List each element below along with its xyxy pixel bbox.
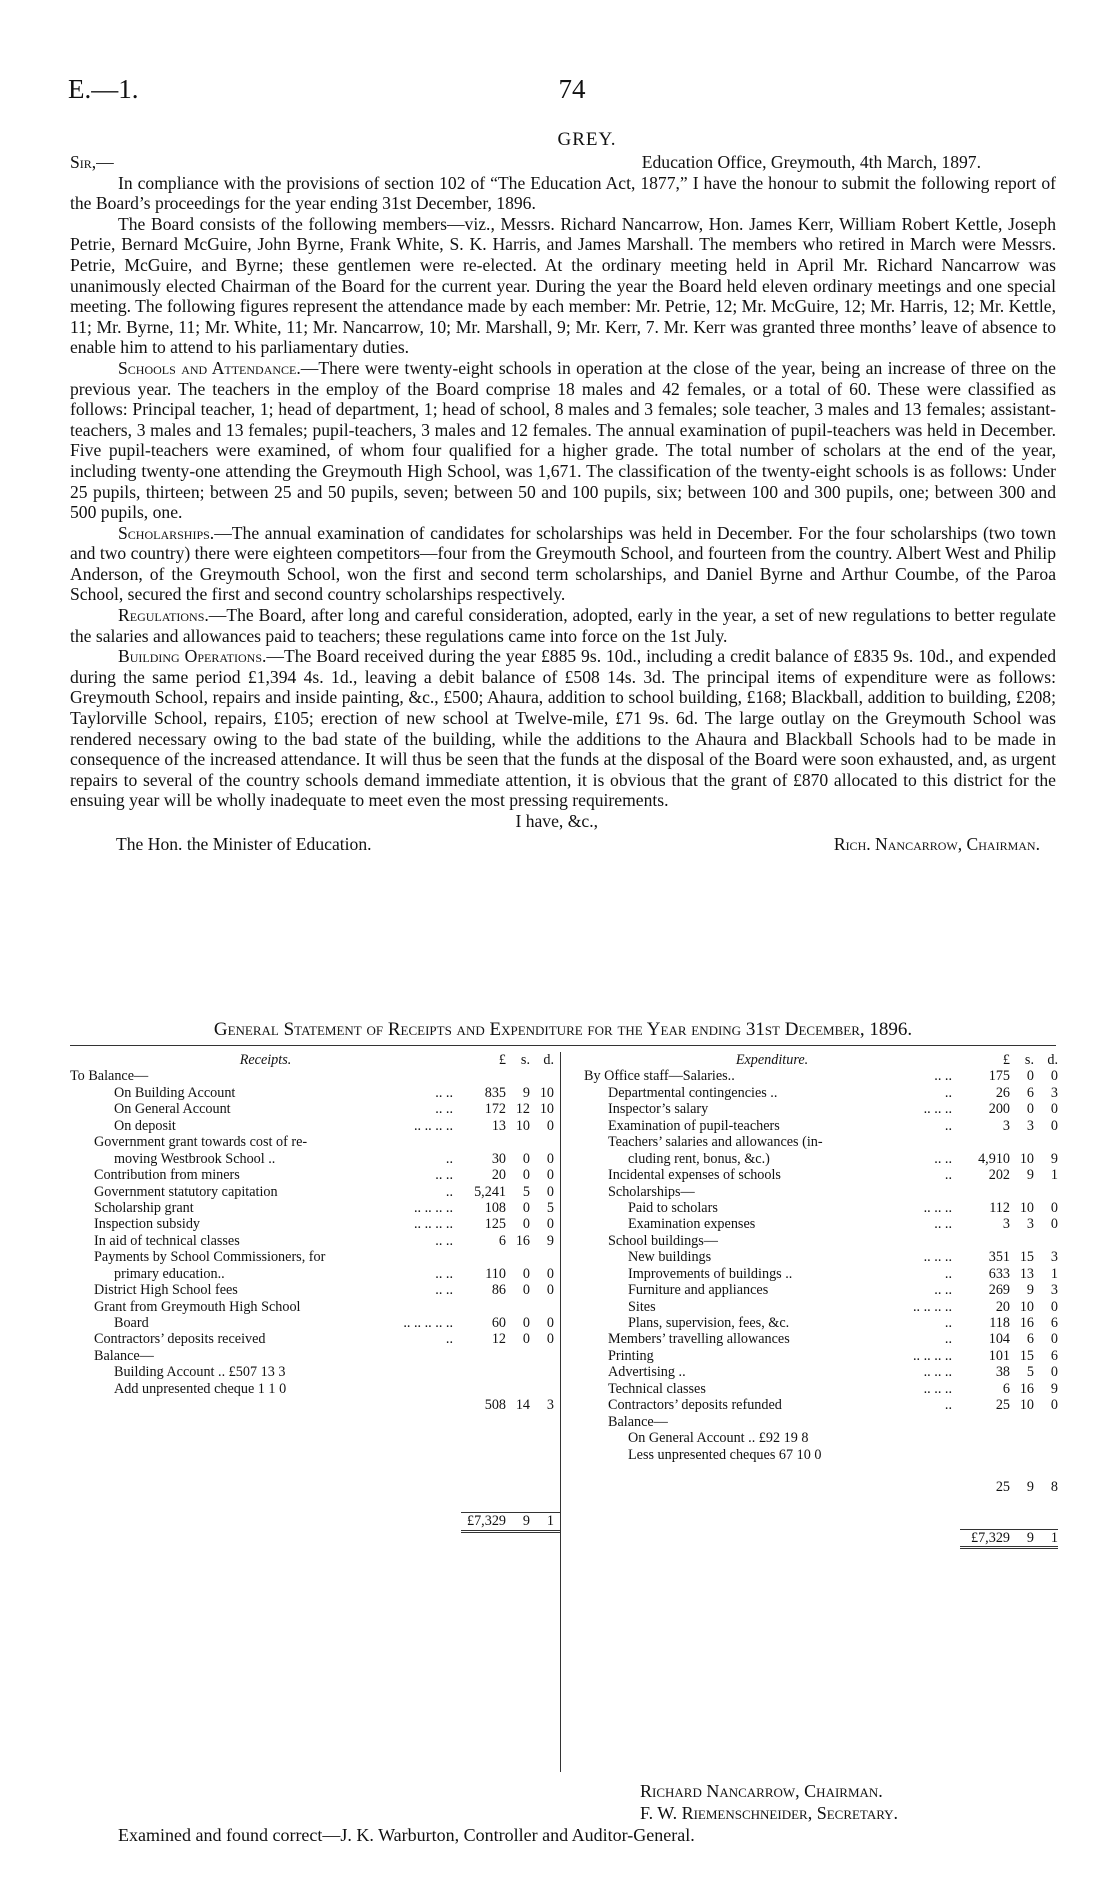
- shillings-cell: 10: [1019, 1397, 1034, 1414]
- pence-cell: 10: [539, 1084, 554, 1101]
- receipts-label: Board: [114, 1315, 149, 1331]
- shillings-cell: 9: [1026, 1479, 1034, 1496]
- leader-dots: .. ..: [435, 1084, 453, 1101]
- expenditure-row: [584, 1233, 1058, 1249]
- leader-dots: .. ..: [435, 1167, 453, 1184]
- total-pounds: £7,329: [970, 1529, 1010, 1546]
- leader-dots: ..: [944, 1331, 952, 1348]
- addressee: The Hon. the Minister of Education.: [116, 833, 372, 854]
- pounds-cell: 60: [491, 1315, 506, 1331]
- receipts-row: [70, 1315, 560, 1331]
- pounds-cell: 3: [1002, 1216, 1010, 1233]
- pounds-cell: 30: [491, 1150, 506, 1167]
- pence-cell: 3: [1050, 1249, 1058, 1266]
- expenditure-label: Improvements of buildings ..: [628, 1265, 793, 1282]
- total-shillings: 9: [522, 1513, 530, 1530]
- shillings-cell: 0: [522, 1331, 530, 1348]
- pounds-cell: 835: [484, 1084, 506, 1101]
- shillings-cell: 6: [1026, 1331, 1034, 1348]
- expenditure-row: [584, 1397, 1058, 1413]
- paragraph-intro: In compliance with the provisions of section 102 of “The Education Act, 1877,” I have the honour to submit the following report of the Board’s proceedings for the year ending 31st December, 1896.: [70, 172, 1056, 214]
- receipts-row: [70, 1299, 560, 1315]
- auditor-note: Examined and found correct—J. K. Warburton, Controller and Auditor-General.: [118, 1825, 695, 1845]
- receipts-row: [70, 1331, 560, 1347]
- pence-cell: 8: [1050, 1479, 1058, 1496]
- expenditure-label: Incidental expenses of schools: [608, 1167, 781, 1184]
- expenditure-label: cluding rent, bonus, &c.): [628, 1150, 770, 1167]
- letter-signoff: [70, 834, 1056, 855]
- pounds-cell: 508: [484, 1397, 506, 1414]
- heading-scholarships: Scholarships.: [118, 522, 215, 543]
- pence-cell: 0: [1050, 1397, 1058, 1414]
- pounds-cell: 38: [995, 1364, 1010, 1381]
- receipts-label: Government statutory capitation: [94, 1183, 278, 1200]
- expenditure-row: [584, 1348, 1058, 1364]
- statement-top-rule: [70, 1045, 1056, 1046]
- expenditure-row: [584, 1085, 1058, 1101]
- shillings-cell: 13: [1019, 1265, 1034, 1282]
- pence-cell: 0: [1050, 1216, 1058, 1233]
- leader-dots: .. ..: [435, 1282, 453, 1299]
- expenditure-row: [584, 1167, 1058, 1183]
- leader-dots: ..: [445, 1183, 453, 1200]
- receipts-label: Contractors’ deposits received: [94, 1331, 266, 1348]
- shillings-cell: 10: [1019, 1199, 1034, 1216]
- shillings-cell: 0: [522, 1199, 530, 1216]
- expenditure-row: [584, 1118, 1058, 1134]
- text-regulations: —The Board, after long and careful consideration, adopted, early in the year, a set of new regulations to better regulate the salaries and allowances paid to teachers; these regulations came into force on the 1st July.: [70, 605, 1056, 646]
- page-number: 74: [558, 74, 586, 104]
- expenditure-label: Members’ travelling allowances: [608, 1331, 790, 1348]
- letter-body: [70, 152, 1056, 854]
- total-shillings: 9: [1026, 1529, 1034, 1546]
- expenditure-label: Less unpresented cheques 67 10 0: [628, 1446, 822, 1463]
- paragraph-board: The Board consists of the following members—viz., Messrs. Richard Nancarrow, Hon. James Kerr, William Robert Kettle, Joseph Petrie, Bernard McGuire, John Byrne, Frank White, S. K. Harris, and James Marshall. The members who retired in March were Messrs. Petrie, McGuire, and Byrne; these gentlemen were re-elected. At the ordinary meeting held in April Mr. Richard Nancarrow was unanimously elected Chairman of the Board for the current year. During the year the Board held eleven ordinary meetings and one special meeting. The following figures represent the attendance made by each member: Mr. Petrie, 12; Mr. McGuire, 12; Mr. Harris, 12; Mr. Kettle, 11; Mr. Byrne, 11; Mr. White, 11; Mr. Nancarrow, 10; Mr. Marshall, 9; Mr. Kerr, 7. Mr. Kerr was granted three months’ leave of absence to enable him to attend to his parliamentary duties.: [70, 213, 1056, 358]
- pounds-cell: 4,910: [978, 1150, 1010, 1167]
- expenditure-row: [584, 1463, 1058, 1479]
- receipts-label: On General Account: [114, 1101, 231, 1118]
- pence-cell: 0: [1050, 1199, 1058, 1216]
- shillings-cell: 0: [522, 1265, 530, 1282]
- pounds-cell: 110: [485, 1265, 506, 1282]
- pence-cell: 9: [546, 1232, 554, 1249]
- expenditure-row: [584, 1414, 1058, 1430]
- pence-cell: 3: [1050, 1282, 1058, 1299]
- expenditure-row: [584, 1364, 1058, 1380]
- leader-dots: .. ..: [934, 1068, 952, 1085]
- receipts-row: [70, 1134, 560, 1150]
- pounds-cell: 175: [988, 1068, 1010, 1085]
- receipts-table: [70, 1052, 560, 1529]
- leader-dots: .. .. ..: [923, 1380, 952, 1397]
- expenditure-row: [584, 1101, 1058, 1117]
- receipts-row: [70, 1101, 560, 1117]
- pounds-cell: 200: [988, 1101, 1010, 1118]
- expenditure-label: Departmental contingencies ..: [608, 1084, 778, 1101]
- expenditure-row: [584, 1266, 1058, 1282]
- leader-dots: .. .. .. ..: [413, 1199, 453, 1216]
- pounds-cell: 118: [989, 1315, 1010, 1331]
- expenditure-row: [584, 1331, 1058, 1347]
- pence-cell: 3: [546, 1397, 554, 1414]
- pounds-cell: 86: [491, 1282, 506, 1299]
- expenditure-header-row: [584, 1052, 1058, 1068]
- receipts-row: [70, 1348, 560, 1364]
- expenditure-row: [584, 1447, 1058, 1463]
- pence-cell: 0: [1050, 1117, 1058, 1134]
- expenditure-row: [584, 1430, 1058, 1446]
- pounds-cell: 5,241: [474, 1183, 506, 1200]
- leader-dots: ..: [445, 1150, 453, 1167]
- leader-dots: .. .. .. ..: [912, 1298, 952, 1315]
- statement-title: General Statement of Receipts and Expenditure for the Year ending 31st December, 1896.: [213, 1019, 913, 1040]
- shillings-cell: 0: [522, 1282, 530, 1299]
- report-reference: E.—1.: [68, 74, 139, 104]
- shillings-cell: 3: [1026, 1216, 1034, 1233]
- receipts-row: [70, 1381, 560, 1397]
- leader-dots: .. ..: [435, 1232, 453, 1249]
- shillings-cell: 9: [1026, 1282, 1034, 1299]
- shillings-cell: 10: [515, 1117, 530, 1134]
- leader-dots: ..: [445, 1331, 453, 1348]
- expenditure-label: Advertising ..: [608, 1364, 686, 1381]
- pence-cell: 0: [546, 1183, 554, 1200]
- expenditure-label: Examination of pupil-teachers: [608, 1117, 780, 1134]
- pence-cell: 6: [1050, 1315, 1058, 1331]
- leader-dots: .. ..: [934, 1216, 952, 1233]
- pence-cell: 0: [546, 1331, 554, 1348]
- receipts-row: [70, 1068, 560, 1084]
- pence-cell: 1: [1050, 1265, 1058, 1282]
- receipts-label: On Building Account: [114, 1084, 236, 1101]
- shillings-cell: 16: [1019, 1380, 1034, 1397]
- pounds-cell: 633: [988, 1265, 1010, 1282]
- shillings-cell: 16: [1019, 1315, 1034, 1331]
- expenditure-label: New buildings: [628, 1249, 712, 1266]
- receipts-label: Grant from Greymouth High School: [94, 1298, 301, 1315]
- shillings-cell: 16: [515, 1232, 530, 1249]
- total-pence: 1: [1050, 1529, 1058, 1546]
- shillings-cell: 5: [522, 1183, 530, 1200]
- location-date: Education Office, Greymouth, 4th March, 1897.: [641, 152, 981, 172]
- statement-signatures: [70, 1780, 1056, 1846]
- paragraph-regulations: [70, 605, 1056, 646]
- pounds-cell: 25: [995, 1479, 1010, 1496]
- leader-dots: .. ..: [934, 1150, 952, 1167]
- receipts-row: [70, 1167, 560, 1183]
- pounds-cell: 12: [491, 1331, 506, 1348]
- expenditure-row: [584, 1134, 1058, 1150]
- pence-cell: 0: [546, 1282, 554, 1299]
- pence-cell: 9: [1050, 1150, 1058, 1167]
- signatory: Rich. Nancarrow, Chairman.: [833, 833, 1040, 854]
- expenditure-total-row: [584, 1529, 1058, 1545]
- text-building: —The Board received during the year £885 9s. 10d., including a credit balance of £835 9s. 10d., and expended during the same period £1,394 4s. 1d., leaving a debit balance of £508 14s. 3d. The principal items of expenditure were as follows: Greymouth School, repairs and inside painting, &c., £500; Ahaura, addition to school building, £168; Blackball, addition to building, £208; Taylorville School, repairs, £105; erection of new school at Twelve-mile, £71 9s. 6d. The large outlay on the Greymouth School was rendered necessary owing to the bad state of the building, while the additions to the Ahaura and Blackball Schools had to be made in consequence of the increased attendance. It will thus be seen that the funds at the disposal of the Board were soon exhausted, and, as urgent repairs to several of the country schools demand immediate attention, it is obvious that the grant of £870 allocated to this district for the ensuing year will be wholly inadequate to meet even the most pressing requirements.: [70, 646, 1057, 811]
- pounds-cell: 202: [988, 1167, 1010, 1184]
- leader-dots: ..: [944, 1315, 952, 1331]
- shillings-cell: 3: [1026, 1117, 1034, 1134]
- receipts-total-row: [70, 1512, 560, 1528]
- expenditure-row: [584, 1282, 1058, 1298]
- receipts-label: Government grant towards cost of re-: [94, 1134, 308, 1151]
- pounds-cell: 104: [988, 1331, 1010, 1348]
- pounds-cell: 20: [995, 1298, 1010, 1315]
- leader-dots: ..: [944, 1265, 952, 1282]
- receipts-label: primary education..: [114, 1265, 225, 1282]
- pence-cell: 0: [1050, 1364, 1058, 1381]
- pence-cell: 0: [546, 1315, 554, 1331]
- receipts-row: [70, 1233, 560, 1249]
- receipts-label: On deposit: [114, 1117, 176, 1134]
- receipts-row: [70, 1151, 560, 1167]
- shillings-cell: 0: [522, 1150, 530, 1167]
- shillings-cell: 15: [1019, 1347, 1034, 1364]
- pence-cell: 0: [546, 1167, 554, 1184]
- pence-cell: 0: [546, 1216, 554, 1233]
- expenditure-label: By Office staff—Salaries..: [584, 1068, 735, 1085]
- pounds-cell: 25: [995, 1397, 1010, 1414]
- pence-cell: 6: [1050, 1347, 1058, 1364]
- pounds-cell: 3: [1002, 1117, 1010, 1134]
- expenditure-heading: Expenditure.: [735, 1052, 809, 1068]
- expenditure-row: [584, 1216, 1058, 1232]
- leader-dots: .. .. ..: [923, 1249, 952, 1266]
- shillings-cell: 0: [522, 1216, 530, 1233]
- leader-dots: .. .. ..: [923, 1101, 952, 1118]
- shillings-cell: 0: [1026, 1101, 1034, 1118]
- receipts-row: [70, 1249, 560, 1265]
- expenditure-label: Plans, supervision, fees, &c.: [628, 1315, 790, 1331]
- paragraph-building: [70, 646, 1056, 811]
- expenditure-label: Balance—: [608, 1413, 668, 1430]
- receipts-row: [70, 1184, 560, 1200]
- shillings-cell: 0: [522, 1167, 530, 1184]
- expenditure-label: Sites: [628, 1298, 656, 1315]
- pounds-cell: 269: [988, 1282, 1010, 1299]
- receipts-row: [70, 1282, 560, 1298]
- pounds-cell: 6: [1002, 1380, 1010, 1397]
- shillings-cell: 14: [515, 1397, 530, 1414]
- total-pence: 1: [546, 1513, 554, 1530]
- leader-dots: .. .. .. ..: [912, 1347, 952, 1364]
- pounds-cell: 108: [484, 1199, 506, 1216]
- expenditure-row: [584, 1299, 1058, 1315]
- receipts-row: [70, 1085, 560, 1101]
- receipts-header-row: [70, 1052, 560, 1068]
- shillings-cell: 15: [1019, 1249, 1034, 1266]
- pence-cell: 0: [546, 1117, 554, 1134]
- expenditure-label: Teachers’ salaries and allowances (in-: [608, 1134, 823, 1151]
- receipts-label: Balance—: [94, 1347, 154, 1364]
- pence-cell: 0: [546, 1265, 554, 1282]
- expenditure-row: [584, 1315, 1058, 1331]
- expenditure-label: Printing: [608, 1347, 654, 1364]
- pounds-header: £: [498, 1052, 506, 1068]
- expenditure-label: School buildings—: [608, 1232, 718, 1249]
- leader-dots: .. .. .. ..: [413, 1216, 453, 1233]
- leader-dots: .. ..: [435, 1101, 453, 1118]
- shillings-cell: 0: [1026, 1068, 1034, 1085]
- expenditure-row: [584, 1151, 1058, 1167]
- expenditure-row: [584, 1184, 1058, 1200]
- paragraph-scholarships: [70, 523, 1056, 605]
- closing: I have, &c.,: [515, 811, 598, 831]
- expenditure-label: Examination expenses: [628, 1216, 756, 1233]
- receipts-label: Add unpresented cheque 1 1 0: [114, 1380, 287, 1397]
- pence-cell: 1: [1050, 1167, 1058, 1184]
- pence-cell: 0: [1050, 1331, 1058, 1348]
- pounds-cell: 125: [484, 1216, 506, 1233]
- shillings-cell: 12: [515, 1101, 530, 1118]
- receipts-row: [70, 1364, 560, 1380]
- pence-header: d.: [543, 1052, 554, 1068]
- receipts-label: To Balance—: [70, 1068, 149, 1085]
- text-scholarships: —The annual examination of candidates for scholarships was held in December. For the four scholarships (two town and two country) there were eighteen competitors—four from the Greymouth School, and fourteen from the country. Albert West and Philip Anderson, of the Greymouth School, won the first and second term scholarships, and Daniel Byrne and Arthur Coumbe, of the Paroa School, secured the first and second country scholarships respectively.: [70, 522, 1056, 605]
- leader-dots: ..: [944, 1397, 952, 1414]
- receipts-row: [70, 1397, 560, 1413]
- shillings-cell: 6: [1026, 1084, 1034, 1101]
- pence-cell: 9: [1050, 1380, 1058, 1397]
- pounds-cell: 13: [491, 1117, 506, 1134]
- receipts-label: Building Account .. £507 13 3: [114, 1364, 286, 1381]
- expenditure-table: [584, 1052, 1058, 1545]
- leader-dots: .. .. ..: [923, 1364, 952, 1381]
- receipts-label: Inspection subsidy: [94, 1216, 201, 1233]
- receipts-label: District High School fees: [94, 1282, 238, 1299]
- expenditure-row: [584, 1068, 1058, 1084]
- heading-regulations: Regulations.: [118, 605, 209, 626]
- expenditure-row: [584, 1249, 1058, 1265]
- expenditure-label: Technical classes: [608, 1380, 706, 1397]
- receipts-label: moving Westbrook School ..: [114, 1150, 276, 1167]
- pence-header: d.: [1047, 1052, 1058, 1068]
- pounds-cell: 351: [988, 1249, 1010, 1266]
- heading-building: Building Operations.: [118, 646, 267, 667]
- secretary-signature: F. W. Riemenschneider, Secretary.: [640, 1803, 899, 1823]
- shillings-cell: 5: [1026, 1364, 1034, 1381]
- pence-cell: 10: [539, 1101, 554, 1118]
- chairman-signature: Richard Nancarrow, Chairman.: [640, 1781, 883, 1801]
- heading-schools: Schools and Attendance.: [118, 357, 301, 378]
- pence-cell: 5: [546, 1199, 554, 1216]
- shillings-cell: 9: [1026, 1167, 1034, 1184]
- pounds-cell: 112: [989, 1199, 1010, 1216]
- leader-dots: ..: [944, 1084, 952, 1101]
- pence-cell: 0: [1050, 1068, 1058, 1085]
- receipts-row: [70, 1118, 560, 1134]
- expenditure-row: [584, 1479, 1058, 1495]
- section-title: GREY.: [557, 129, 617, 150]
- shillings-header: s.: [1024, 1052, 1034, 1068]
- leader-dots: .. .. .. ..: [413, 1117, 453, 1134]
- total-pounds: £7,329: [466, 1513, 506, 1530]
- expenditure-label: Inspector’s salary: [608, 1101, 709, 1118]
- expenditure-label: Scholarships—: [608, 1183, 695, 1200]
- receipts-label: Scholarship grant: [94, 1199, 194, 1216]
- pounds-cell: 172: [484, 1101, 506, 1118]
- pounds-cell: 26: [995, 1084, 1010, 1101]
- pounds-cell: 20: [491, 1167, 506, 1184]
- leader-dots: .. .. ..: [923, 1199, 952, 1216]
- shillings-cell: 0: [522, 1315, 530, 1331]
- leader-dots: .. ..: [934, 1282, 952, 1299]
- pence-cell: 3: [1050, 1084, 1058, 1101]
- shillings-header: s.: [520, 1052, 530, 1068]
- expenditure-label: Furniture and appliances: [628, 1282, 769, 1299]
- receipts-heading: Receipts.: [239, 1052, 292, 1068]
- expenditure-row: [584, 1381, 1058, 1397]
- pence-cell: 0: [1050, 1101, 1058, 1118]
- expenditure-label: Paid to scholars: [628, 1199, 718, 1216]
- expenditure-label: Contractors’ deposits refunded: [608, 1397, 782, 1414]
- text-schools: —There were twenty-eight schools in operation at the close of the year, being an increase of three on the previous year. The teachers in the employ of the Board comprise 18 males and 42 females, or a total of 60. These were classified as follows: Principal teacher, 1; head of department, 1; head of school, 8 males and 3 females; sole teacher, 3 males and 13 females; assistant-teachers, 3 males and 13 females; pupil-teachers, 3 males and 12 females. The annual examination of pupil-teachers was held in December. Five pupil-teachers were examined, of whom four qualified for a higher grade. The total number of scholars at the end of the year, including twenty-one attending the Greymouth High School, was 1,671. The classification of the twenty-eight schools is as follows: Under 25 pupils, thirteen; between 25 and 50 pupils, seven; between 50 and 100 pupils, six; between 100 and 300 pupils, one; between 300 and 500 pupils, one.: [70, 357, 1056, 523]
- pence-cell: 0: [1050, 1298, 1058, 1315]
- column-divider: [560, 1052, 561, 1772]
- shillings-cell: 9: [522, 1084, 530, 1101]
- leader-dots: .. ..: [435, 1265, 453, 1282]
- receipts-label: Payments by School Commissioners, for: [94, 1249, 326, 1266]
- receipts-row: [70, 1200, 560, 1216]
- shillings-cell: 10: [1019, 1298, 1034, 1315]
- paragraph-schools: [70, 358, 1056, 523]
- receipts-row: [70, 1266, 560, 1282]
- expenditure-row: [584, 1200, 1058, 1216]
- leader-dots: ..: [944, 1117, 952, 1134]
- leader-dots: .. .. .. .. ..: [403, 1315, 453, 1331]
- expenditure-label: On General Account .. £92 19 8: [628, 1430, 809, 1447]
- pounds-cell: 6: [498, 1232, 506, 1249]
- letter-heading: [70, 152, 1056, 173]
- receipts-label: In aid of technical classes: [94, 1232, 240, 1249]
- shillings-cell: 10: [1019, 1150, 1034, 1167]
- receipts-row: [70, 1216, 560, 1232]
- salutation: Sir,—: [70, 152, 114, 172]
- leader-dots: ..: [944, 1167, 952, 1184]
- pounds-header: £: [1002, 1052, 1010, 1068]
- pounds-cell: 101: [988, 1347, 1010, 1364]
- pence-cell: 0: [546, 1150, 554, 1167]
- receipts-label: Contribution from miners: [94, 1167, 240, 1184]
